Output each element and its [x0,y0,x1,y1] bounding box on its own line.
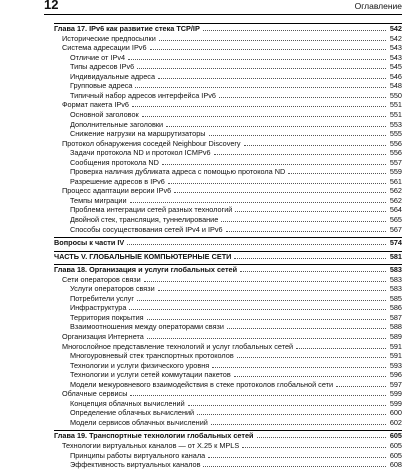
toc-entry-page: 559 [389,167,402,177]
toc-entry-title: Снижение нагрузки на маршрутизаторы [70,129,206,139]
toc-entry [54,303,402,313]
dot-leader [135,87,386,88]
toc-chapter-entry [54,265,402,275]
dot-leader [234,376,386,377]
toc-entry-page: 543 [389,52,402,62]
toc-entry-title: Типы адресов IPv6 [70,62,135,72]
toc-entry [54,460,402,470]
toc-entry-page: 599 [389,389,402,399]
toc-entry [54,313,402,323]
toc-entry [54,110,402,120]
toc-entry-title: Основной заголовок [70,109,139,119]
toc-entry [54,72,402,82]
dot-leader [244,145,386,146]
toc-entry-page: 542 [389,33,402,43]
toc-entry-title: Проблема интеграции сетей разных технологий [70,205,233,215]
toc-entry-page: 605 [389,431,402,441]
divider [54,430,402,431]
toc-entry [54,389,402,399]
toc-entry [54,34,402,44]
toc-entry-title: Типичный набор адресов интерфейса IPv6 [70,90,216,100]
toc-entry-title: Сообщения протокола ND [70,157,159,167]
dot-leader [188,405,386,406]
toc-entry-page: 556 [389,138,402,148]
toc-entry [54,399,402,409]
dot-leader [237,357,386,358]
toc-chapter-entry [54,431,402,441]
toc-entry-title: Темпы миграции [70,195,127,205]
dot-leader [159,40,386,41]
toc-entry [54,332,402,342]
toc-entry-title: Облачные сервисы [62,389,128,399]
toc-entry [54,215,402,225]
dot-leader [130,202,386,203]
toc-entry-page: 542 [389,24,402,34]
toc-entry-title: Технологии виртуальных каналов — от X.25 к MPLS [62,441,240,451]
toc-entry-title: Потребители услуг [70,293,134,303]
toc-entry-title: Многослойное представление технологий и услуг глобальных сетей [62,341,294,351]
toc-entry-page: 546 [389,71,402,81]
toc-entry [54,418,402,428]
toc-entry-page: 602 [389,417,402,427]
dot-leader [168,183,386,184]
toc-entry [54,177,402,187]
dot-leader [130,395,386,396]
toc-entry [54,81,402,91]
toc-entry-page: 600 [389,408,402,418]
dot-leader [150,49,386,50]
toc-entry-title: Определение облачных вычислений [70,408,195,418]
dot-leader [129,309,386,310]
toc-entry-title: Исторические предпосылки [62,33,156,43]
toc-entry [54,224,402,234]
toc-entry-title: Отличие от IPv4 [70,52,126,62]
toc-entry-page: 591 [389,351,402,361]
toc-entry-page: 599 [389,398,402,408]
page-number: 12 [44,0,59,12]
toc-entry-page: 593 [389,360,402,370]
toc-entry [54,205,402,215]
toc-entry-page: 583 [389,274,402,284]
toc-entry-title: ЧАСТЬ V. ГЛОБАЛЬНЫЕ КОМПЬЮТЕРНЫЕ СЕТИ [54,251,232,261]
dot-leader [127,244,386,245]
toc-entry-page: 555 [389,129,402,139]
toc-entry-title: Глава 17. IPv6 как развитие стека TCP/IP [54,24,200,34]
divider [54,264,402,265]
toc-entry-title: Многоуровневый стек транспортных протоколов [70,351,234,361]
dot-leader [288,173,386,174]
toc-entry [54,62,402,72]
toc-entry [54,53,402,63]
toc-entry-page: 556 [389,148,402,158]
dot-leader [257,437,386,438]
toc-entry-page: 586 [389,303,402,313]
dot-leader [147,338,386,339]
dot-leader [132,106,386,107]
toc-entry-page: 574 [389,238,402,248]
toc-entry-title: Групповые адреса [70,81,133,91]
toc-entry-page: 561 [389,176,402,186]
toc-entry-page: 551 [389,109,402,119]
dot-leader [214,154,386,155]
dot-leader [203,30,386,31]
toc-entry-title: Протокол обнаружения соседей Neighbour Discovery [62,138,241,148]
dot-leader [209,135,386,136]
toc-entry-page: 548 [389,81,402,91]
toc-entry-page: 550 [389,90,402,100]
toc-entry-title: Дополнительные заголовки [70,119,164,129]
toc-entry-title: Территория покрытия [70,312,144,322]
toc-entry-title: Инфраструктура [70,303,127,313]
toc-entry [54,322,402,332]
toc-entry-page: 591 [389,341,402,351]
toc-entry-page: 583 [389,284,402,294]
toc-entry-title: Услуги операторов связи [70,284,155,294]
dot-leader [235,211,386,212]
toc-entry-title: Проверка наличия дубликата адреса с помощью протокола ND [70,167,286,177]
toc-entry-title: Разрешение адресов в IPv6 [70,176,165,186]
dot-leader [142,116,386,117]
toc-entry-title: Сети операторов связи [62,274,141,284]
toc-entry-title: Система адресации IPv6 [62,43,147,53]
toc-entry [54,100,402,110]
dot-leader [336,386,386,387]
running-head [44,0,402,15]
dot-leader [227,328,386,329]
toc-entry-title: Задачи протокола ND и протокол ICMPv6 [70,148,211,158]
toc-entry-title: Эффективность виртуальных каналов [70,460,201,470]
toc-entry-page: 608 [389,460,402,470]
toc-entry-page: 585 [389,293,402,303]
toc-entry-title: Глава 18. Организация и услуги глобальных сетей [54,265,238,275]
dot-leader [144,281,386,282]
toc-entry [54,196,402,206]
toc-entry-title: Принципы работы виртуального канала [70,450,206,460]
toc-entry [54,148,402,158]
toc-entry-title: Способы сосуществования сетей IPv4 и IPv6 [70,224,223,234]
toc-entry [54,91,402,101]
dot-leader [219,97,386,98]
toc-entry-title: Вопросы к части IV [54,238,125,248]
toc-entry-page: 562 [389,186,402,196]
toc-entry-title: Процесс адаптации версии IPv6 [62,186,172,196]
toc-entry [54,361,402,371]
dot-leader [158,290,386,291]
dot-leader [234,258,386,259]
dot-leader [240,271,386,272]
dot-leader [162,164,386,165]
dot-leader [174,192,386,193]
toc-entry [54,284,402,294]
toc-entry [54,351,402,361]
toc-entry-page: 581 [389,251,402,261]
toc-entry-title: Концепция облачных вычислений [70,398,185,408]
toc-entry-page: 553 [389,119,402,129]
dot-leader [128,59,386,60]
dot-leader [242,447,386,448]
toc-entry-title: Модели межуровневого взаимодействия в стеке протоколов глобальной сети [70,379,334,389]
toc-entry-page: 565 [389,214,402,224]
dot-leader [137,68,386,69]
dot-leader [211,424,386,425]
toc-entry [54,275,402,285]
toc-entry-title: Взаимоотношения между операторами связи [70,322,224,332]
toc-entry [54,158,402,168]
toc-entry [54,370,402,380]
dot-leader [158,78,386,79]
toc-entry [54,129,402,139]
divider [54,251,402,252]
toc-entry-title: Технологии и услуги сетей коммутации пакетов [70,370,231,380]
toc-entry [54,186,402,196]
toc-entry [54,43,402,53]
toc-entry-title: Двойной стек, трансляция, туннелирование [70,214,219,224]
toc-entry-page: 588 [389,322,402,332]
dot-leader [212,367,386,368]
toc-entry-page: 589 [389,332,402,341]
toc-entry [54,441,402,451]
toc-entry [54,408,402,418]
toc-chapter-entry [54,252,402,262]
toc-entry-page: 597 [389,379,402,389]
divider [54,237,402,238]
toc-entry [54,294,402,304]
toc-entry-page: 564 [389,205,402,215]
toc-entry-page: 605 [389,450,402,460]
toc-entry-title: Формат пакета IPv6 [62,100,129,110]
toc-entry-page: 567 [389,224,402,234]
dot-leader [166,126,386,127]
toc-entry [54,451,402,461]
toc-entry-page: 543 [389,43,402,53]
toc-entry-page: 562 [389,195,402,205]
dot-leader [137,300,386,301]
toc-entry-title: Организация Интернета [62,332,144,341]
toc-entry-page: 551 [389,100,402,110]
toc-entry [54,167,402,177]
toc-chapter-entry [54,24,402,34]
dot-leader [226,231,386,232]
toc-entry-title: Модели сервисов облачных вычислений [70,417,208,427]
dot-leader [203,466,386,467]
toc-entry [54,380,402,390]
dot-leader [221,221,386,222]
toc-entry-title: Глава 19. Транспортные технологии глобальных сетей [54,431,254,441]
dot-leader [197,414,386,415]
toc-entry-title: Технологии и услуги физического уровня [70,360,210,370]
section-title: Оглавление [354,1,402,11]
table-of-contents [54,24,402,470]
toc-chapter-entry [54,238,402,248]
toc-entry-page: 583 [389,265,402,275]
toc-entry [54,119,402,129]
toc-entry-page: 587 [389,312,402,322]
divider [54,23,402,24]
toc-entry-page: 605 [389,441,402,451]
dot-leader [147,319,386,320]
toc-entry-page: 596 [389,370,402,380]
dot-leader [296,348,386,349]
toc-entry [54,342,402,352]
toc-entry-title: Индивидуальные адреса [70,71,156,81]
toc-entry-page: 557 [389,157,402,167]
toc-entry [54,139,402,149]
dot-leader [208,457,386,458]
toc-entry-page: 545 [389,62,402,72]
